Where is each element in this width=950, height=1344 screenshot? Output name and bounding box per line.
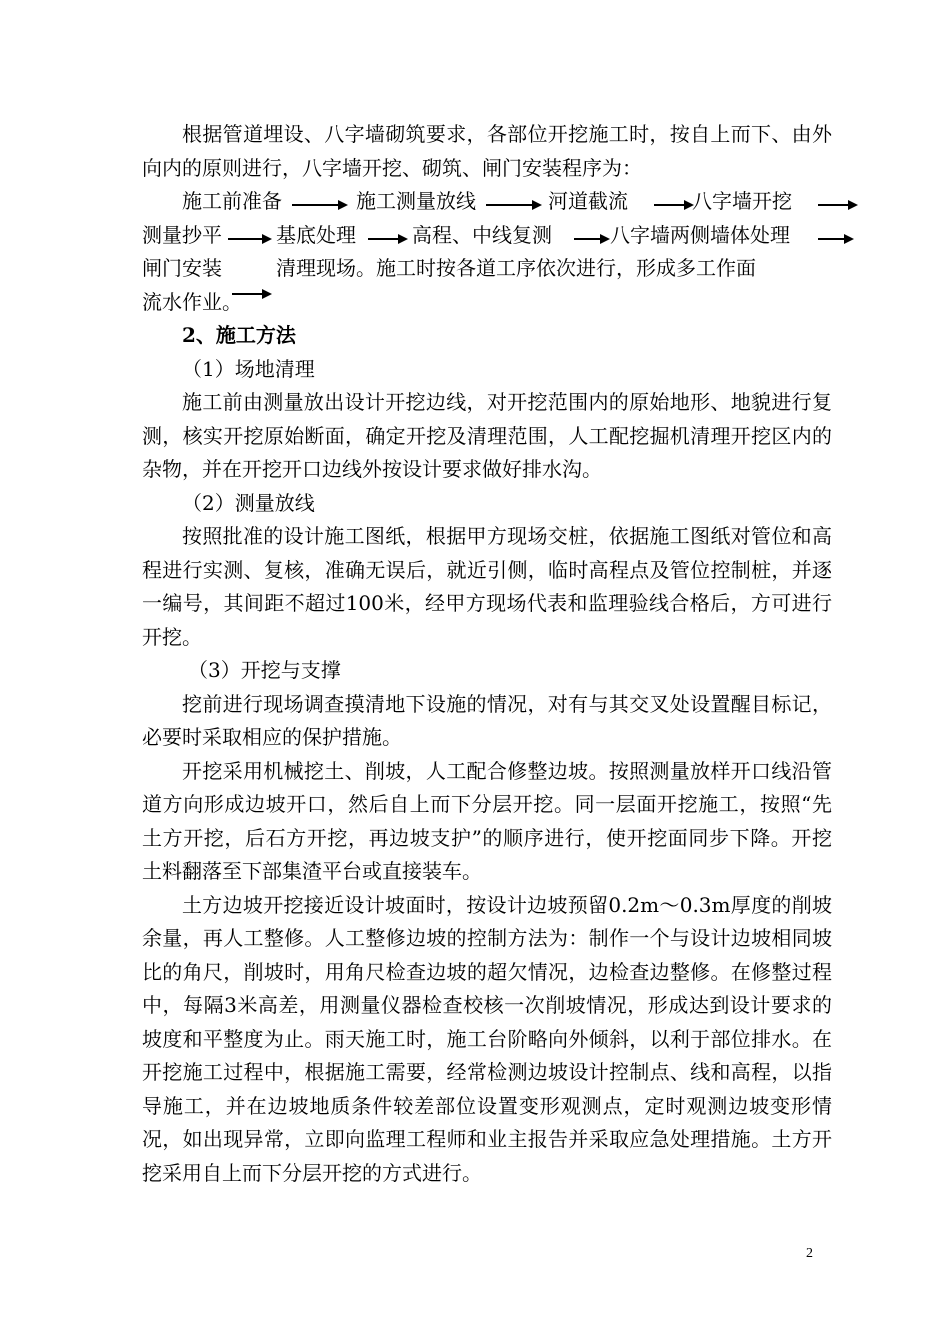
flow-row-1 — [142, 185, 832, 219]
flow-row-3 — [142, 252, 832, 286]
flow-step-6: 基底处理 — [276, 222, 356, 247]
arrow-right-icon — [292, 197, 348, 211]
arrow-right-icon — [654, 197, 694, 211]
subsection-3-paragraph-1: 挖前进行现场调查摸清地下设施的情况，对有与其交叉处设置醒目标记，必要时采取相应的保护措施。 — [142, 691, 832, 749]
flow-step-11: 流水作业。 — [142, 289, 242, 314]
arrow-right-icon — [818, 197, 858, 211]
arrow-right-icon — [368, 231, 408, 245]
intro-paragraph: 根据管道埋设、八字墙砌筑要求，各部位开挖施工时，按自上而下、由外向内的原则进行，八字墙开挖、砌筑、闸门安装程序为： — [142, 122, 832, 180]
subsection-3-paragraph-3: 土方边坡开挖接近设计坡面时，按设计边坡预留0.2m～0.3m厚度的削坡余量，再人工整修。人工整修边坡的控制方法为：制作一个与设计边坡相同坡比的角尺，削坡时，用角尺检查边坡的超欠情况，边检查边整修。在修整过程中，每隔3米高差，用测量仪器检查校核一次削坡情况，形成达到设计要求的坡度和平整度为止。雨天施工时，施工台阶略向外倾斜，以利于部位排水。在开挖施工过程中，根据施工需要，经常检测边坡设计控制点、线和高程，以指导施工，并在边坡地质条件较差部位设置变形观测点，定时观测边坡变形情况，如出现异常，立即向监理工程师和业主报告并采取应急处理措施。土方开挖采用自上而下分层开挖的方式进行。 — [142, 892, 832, 1185]
subsection-2-title: （2）测量放线 — [182, 490, 315, 515]
flow-step-2: 施工测量放线 — [356, 189, 476, 213]
arrow-right-icon — [228, 231, 272, 245]
flow-step-8: 八字墙两侧墙体处理 — [610, 222, 790, 247]
flow-step-10: 清理现场。施工时按各道工序依次进行，形成多工作面 — [276, 256, 756, 280]
flow-row-2 — [142, 219, 832, 253]
arrow-right-icon — [574, 231, 610, 245]
subsection-3-paragraph-2: 开挖采用机械挖土、削坡，人工配合修整边坡。按照测量放样开口线沿管道方向形成边坡开口，然后自上而下分层开挖。同一层面开挖施工，按照“先土方开挖，后石方开挖，再边坡支护”的顺序进行，使开挖面同步下降。开挖土料翻落至下部集渣平台或直接装车。 — [142, 758, 832, 883]
page-number: 2 — [806, 1246, 813, 1261]
section-title: 2、施工方法 — [182, 323, 296, 347]
subsection-1-title: （1）场地清理 — [182, 356, 315, 381]
document-body — [142, 118, 832, 1190]
arrow-right-icon — [818, 231, 854, 245]
flow-step-7: 高程、中线复测 — [412, 222, 552, 247]
flow-step-3: 河道截流 — [548, 189, 628, 213]
flow-step-4: 八字墙开挖 — [692, 189, 792, 213]
arrow-right-icon — [232, 286, 272, 300]
subsection-2-paragraph: 按照批准的设计施工图纸，根据甲方现场交桩，依据施工图纸对管位和高程进行实测、复核，准确无误后，就近引侧，临时高程点及管位控制桩，并逐一编号，其间距不超过100米，经甲方现场代表和监理验线合格后，方可进行开挖。 — [142, 524, 832, 649]
subsection-1-paragraph: 施工前由测量放出设计开挖边线，对开挖范围内的原始地形、地貌进行复测，核实开挖原始断面，确定开挖及清理范围，人工配挖掘机清理开挖区内的杂物，并在开挖开口边线外按设计要求做好排水沟。 — [142, 390, 832, 481]
flow-step-1: 施工前准备 — [182, 189, 282, 213]
flow-step-5: 测量抄平 — [142, 222, 222, 247]
flow-step-9: 闸门安装 — [142, 256, 222, 280]
flow-row-4 — [142, 286, 832, 320]
arrow-right-icon — [486, 197, 542, 211]
subsection-3-title: （3）开挖与支撑 — [188, 658, 341, 682]
